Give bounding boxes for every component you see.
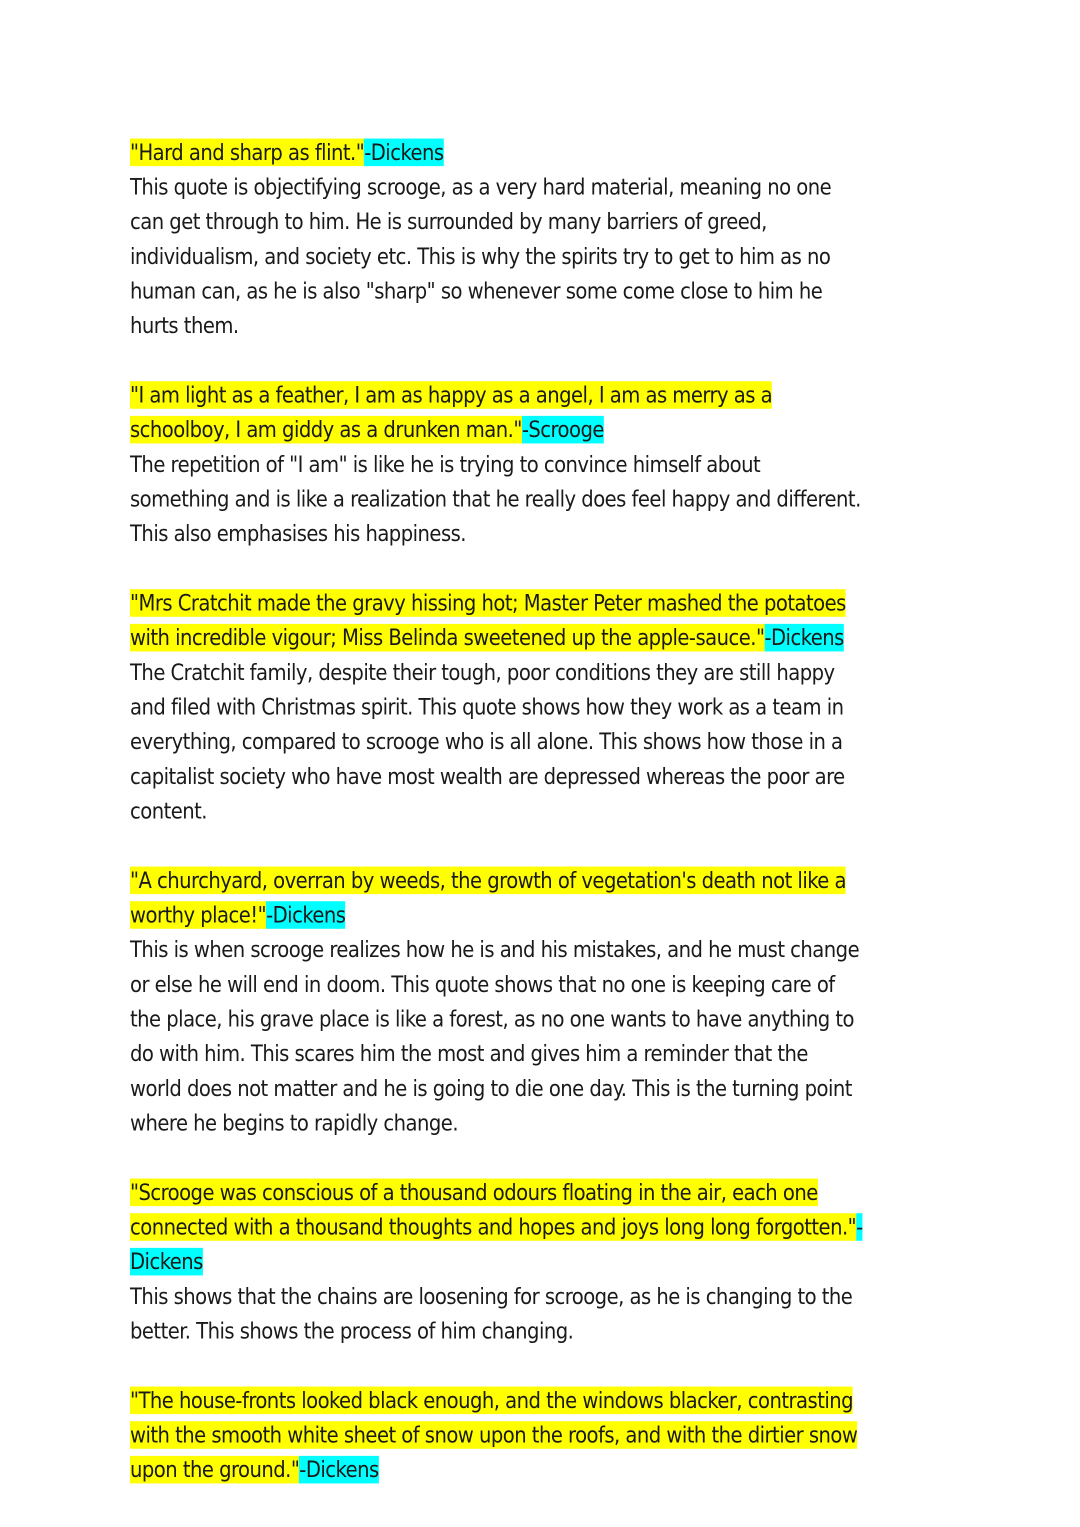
quote-highlight: "Mrs Cratchit made the gravy hissing hot; Master Peter mashed the potatoes with incredible vigour; Miss Belinda sweetened up the apple-sauce.": [130, 590, 846, 651]
analysis-text: The Cratchit family, despite their tough, poor conditions they are still happy and filed with Christmas spirit. This quote shows how they work as a team in everything, compared to scrooge who is all alone. This shows how those in a capitalist society who have most wealth are depressed whereas the poor are content.: [130, 659, 845, 824]
speaker-highlight: -Dickens: [266, 902, 346, 928]
quote-line: [130, 863, 863, 932]
quote-line: [130, 378, 863, 447]
quote-entry-6: [130, 1383, 863, 1487]
quote-highlight: "A churchyard, overran by weeds, the growth of vegetation's death not like a worthy place!": [130, 867, 846, 928]
speaker-highlight: -Dickens: [364, 139, 444, 166]
speaker-highlight: -Scrooge: [521, 416, 604, 443]
quote-line: [130, 135, 863, 170]
quote-highlight: "I am light as a feather, I am as happy as a angel, I am as merry as a schoolboy, I am giddy as a drunken man.": [130, 382, 773, 443]
quote-line: [130, 586, 863, 655]
quote-entry-1: [130, 135, 863, 343]
quote-entry-3: [130, 586, 863, 829]
quote-entry-5: [130, 1175, 863, 1348]
quote-line: [130, 1383, 863, 1487]
document-page: [130, 135, 863, 1487]
quote-highlight: "Hard and sharp as flint.": [130, 139, 365, 166]
analysis-text: This quote is objectifying scrooge, as a very hard material, meaning no one can get through to him. He is surrounded by many barriers of greed, individualism, and society etc. This is why the spirits try to get to him as no human can, as he is also "sharp" so whenever some come close to him he hurts them.: [130, 174, 832, 339]
speaker-highlight: -Dickens: [764, 624, 844, 651]
analysis-text: The repetition of "I am" is like he is trying to convince himself about something and is like a realization that he really does feel happy and different. This also emphasises his happiness.: [130, 451, 861, 547]
quote-highlight: "The house-fronts looked black enough, and the windows blacker, contrasting with the smooth white sheet of snow upon the roofs, and with the dirtier snow upon the ground.": [130, 1387, 858, 1483]
quote-line: [130, 1175, 863, 1279]
analysis-text: This shows that the chains are loosening for scrooge, as he is changing to the better. This shows the process of him changing.: [130, 1283, 853, 1344]
speaker-highlight: -Dickens: [299, 1456, 379, 1483]
quote-entry-2: [130, 378, 863, 551]
analysis-text: This is when scrooge realizes how he is and his mistakes, and he must change or else he will end in doom. This quote shows that no one is keeping care of the place, his grave place is like a forest, as no one wants to have anything to do with him. This scares him the most and gives him a reminder that the world does not matter and he is going to die one day. This is the turning point where he begins to rapidly change.: [130, 936, 860, 1136]
quote-entry-4: [130, 863, 863, 1140]
speaker-highlight: -Dickens: [130, 1214, 863, 1275]
quote-highlight: "Scrooge was conscious of a thousand odours floating in the air, each one connected with a thousand thoughts and hopes and joys long long forgotten.": [130, 1179, 857, 1240]
